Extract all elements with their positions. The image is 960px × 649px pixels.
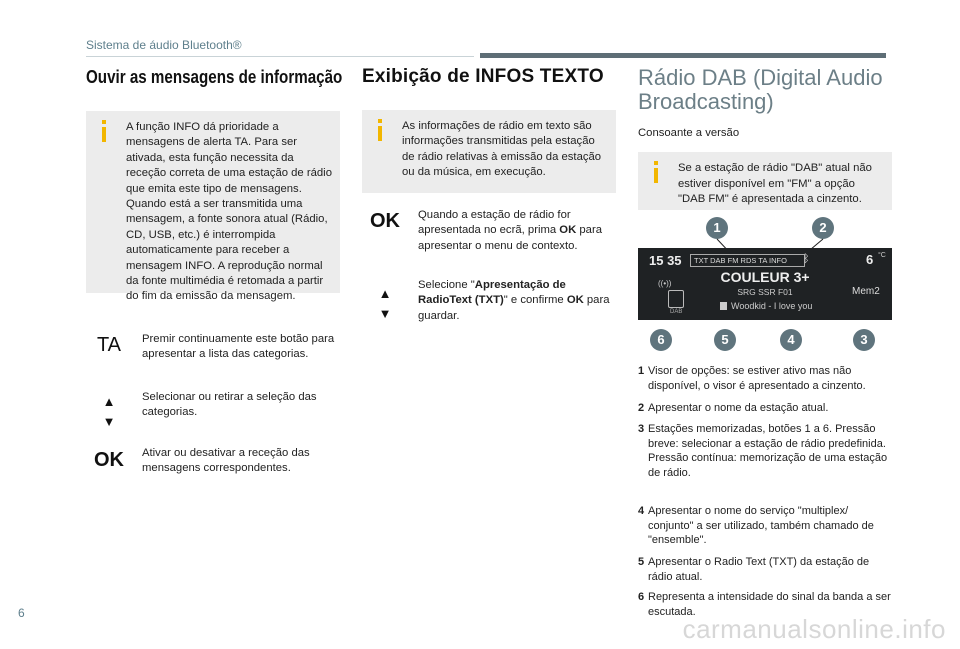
instruction-text: Ativar ou desativar a receção das mensagens correspondentes. [142, 447, 310, 475]
callout-badge-5: 5 [714, 329, 736, 351]
callout-badge-1: 1 [706, 217, 728, 239]
options-display: TXT DAB FM RDS TA INFO [690, 254, 805, 267]
section-dab-radio: Rádio DAB (Digital Audio Broadcasting) Consoante a versão Se a estação de rádio "DAB" atual não estiver disponível em "FM" a opção "DAB FM" é apresentada a cinzento. 1 2 15 35 TXT DAB FM RDS TA INFO ᛒ 6 °C COULEUR 3+ SRG SSR F01 Woodkid - I love you ((•)) DAB Mem2 6 5 4 3 1 Visor de opções: se estiver ativo mas não disponível, o visor é apresentado a cinzento. 2 Apresentar o nome da estação atual. 3 Estações memorizadas, botões 1 a 6. Pressão breve: selecionar a estação de rádio predefinida. Pressão contínua: memorização de uma estação de rádio. 4 Apresentar o nome do serviço "multiplex/ conjunto" a ser utilizado, também chamado de "ensemble". 5 Apresentar o Radio Text (TXT) da estação de rádio atual. 6 Representa a intensidade do sinal da banda a ser escutada. [638, 65, 891, 618]
clock: 15 35 [649, 253, 682, 268]
version-note: Consoante a versão [638, 127, 740, 139]
document-icon [720, 302, 727, 310]
radiotext-display: Woodkid - I love you [720, 301, 812, 311]
watermark: carmanualsonline.info [682, 614, 946, 644]
ok-button-icon: OK [370, 210, 400, 232]
section-heading: Ouvir as mensagens de informação [86, 66, 343, 87]
callout-badge-6: 6 [650, 329, 672, 351]
radio-display [638, 248, 892, 320]
temperature-unit: °C [878, 252, 886, 259]
up-down-arrows-icon: ▲ ▼ [378, 286, 392, 321]
callout-badge-2: 2 [812, 217, 834, 239]
station-name: COULEUR 3+ [720, 269, 810, 285]
header-rule [86, 56, 474, 57]
instruction-text: Quando a estação de rádio for apresentada no ecrã, prima OK para apresentar o menu de contexto. [418, 209, 602, 252]
instruction-text: Selecionar ou retirar a seleção das categorias. [142, 391, 317, 419]
dab-signal-icon [668, 290, 684, 308]
info-icon [648, 160, 666, 184]
info-icon [372, 118, 390, 142]
info-box [86, 111, 340, 303]
instruction-text: Premir continuamente este botão para apresentar a lista das categorias. [142, 333, 335, 361]
section-heading: Rádio DAB (Digital Audio Broadcasting) [638, 65, 883, 114]
multiplex-name: SRG SSR F01 [737, 287, 793, 297]
callout-badge-3: 3 [853, 329, 875, 351]
section-heading: Exibição de INFOS TEXTO [362, 66, 604, 87]
ta-button-icon: TA [96, 334, 122, 356]
outside-temperature: 6 [866, 252, 874, 267]
page-number: 6 [18, 606, 25, 620]
info-text: A função INFO dá prioridade a mensagens de alerta TA. Para ser ativada, esta função necessita da receção correta de uma estação de rádio que emita este tipo de mensagens. Quando está a ser transmitida uma mensagem, a fonte sonora atual (Rádio, CD, USB, etc.) é interrompida automaticamente para receber a mensagem INFO. A reprodução normal da fonte multimédia é retomada a partir do fim da emissão da mensagem. [126, 121, 332, 303]
info-text: Se a estação de rádio "DAB" atual não estiver disponível em "FM" a opção "DAB FM" é apresentada a cinzento. [678, 162, 872, 206]
dab-label: DAB [670, 309, 683, 315]
callout-badge-4: 4 [780, 329, 802, 351]
header-bar [480, 53, 886, 58]
info-icon [96, 119, 114, 143]
bluetooth-icon: ᛒ [803, 253, 810, 265]
up-down-arrows-icon: ▲ ▼ [102, 394, 116, 429]
instruction-text: Selecione "Apresentação de RadioText (TXT)" e confirme OK para guardar. [418, 279, 610, 322]
ok-button-icon: OK [94, 449, 124, 471]
info-text: As informações de rádio em texto são informações transmitidas pela estação de rádio relativas à emissão da estação ou da música, em execução. [402, 120, 602, 179]
info-box [362, 110, 616, 193]
preset-indicator: Mem2 [852, 286, 880, 297]
signal-strength-icon: ((•)) [658, 279, 672, 288]
info-box [638, 152, 892, 210]
section-info-messages [86, 66, 343, 475]
header-title: Sistema de áudio Bluetooth® [86, 38, 242, 52]
section-info-text [362, 66, 616, 322]
